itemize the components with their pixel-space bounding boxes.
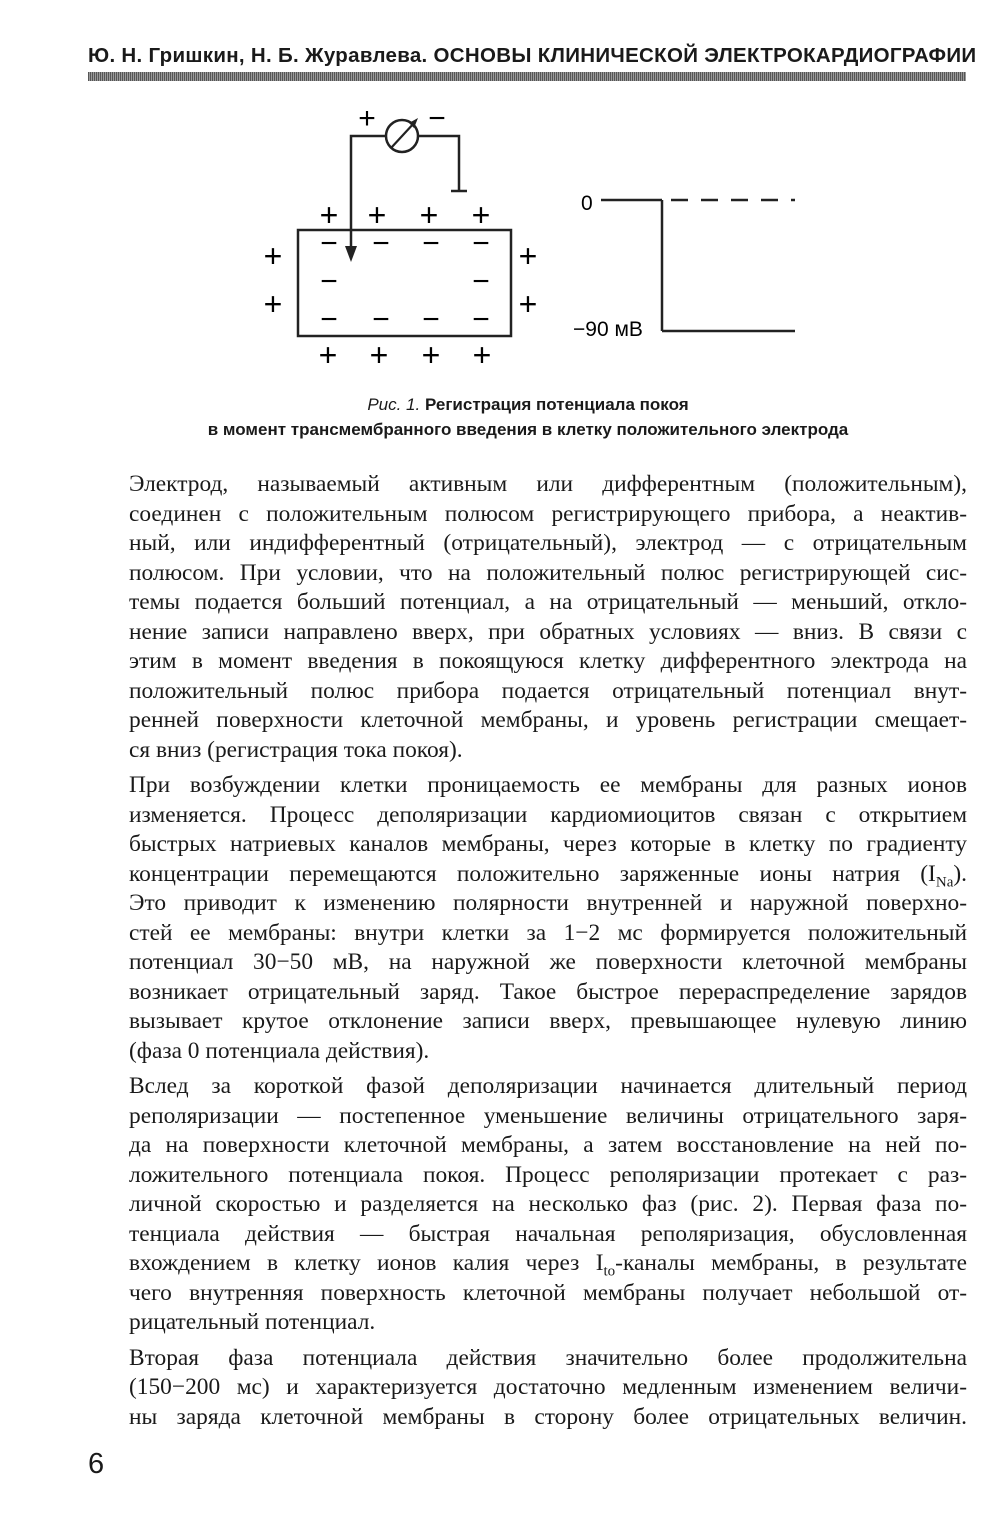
- page-number: 6: [88, 1448, 105, 1480]
- text-line: этим в момент введения в покоящуюся клетку дифферентного электрода на: [129, 648, 967, 674]
- text-line: ся вниз (регистрация тока покоя).: [129, 736, 463, 763]
- inner-minus-right: −: [472, 265, 490, 298]
- caption-line-1: [88, 392, 968, 417]
- caption-title-1: Регистрация потенциала покоя: [424, 395, 689, 414]
- text-line: Вторая фаза потенциала действия значительно более продолжительна: [129, 1344, 967, 1371]
- outer-plus-bottom-1: +: [318, 337, 338, 373]
- header-rule: [88, 72, 966, 81]
- inner-minus-bottom-4: −: [472, 303, 490, 336]
- inner-minus-bottom-2: −: [372, 303, 390, 336]
- text-line: вызывает крутое отклонение записи вверх, превышающее нулевую линию: [129, 1008, 967, 1034]
- ito-subscript: to: [603, 1263, 616, 1280]
- ina-text-after: ).: [953, 860, 967, 887]
- ito-text-after: -каналы мембраны, в результате: [615, 1250, 967, 1276]
- caption-label: Рис. 1.: [367, 395, 421, 414]
- text-line: ны заряда клеточной мембраны в сторону более отрицательных величин.: [129, 1403, 967, 1430]
- text-line: чего внутренняя поверхность клеточной мембраны получает небольшой от-: [129, 1279, 967, 1306]
- text-line: стей ее мембраны: внутри клетки за 1−2 мс формируется положительный: [129, 919, 967, 946]
- zero-level-label: 0: [581, 192, 593, 215]
- text-line: личной скоростью и разделяется на несколько фаз (рис. 2). Первая фаза по-: [129, 1191, 967, 1217]
- running-head: Ю. Н. Гришкин, Н. Б. Журавлева. ОСНОВЫ КЛИНИЧЕСКОЙ ЭЛЕКТРОКАРДИОГРАФИИ: [88, 44, 977, 67]
- text-line: рицательный потенциал.: [129, 1309, 376, 1335]
- caption-title-2: в момент трансмембранного введения в клетку положительного электрода: [207, 420, 849, 439]
- text-line: нение записи направлено вверх, при обратных условиях — вниз. В связи с: [129, 618, 967, 645]
- text-line: тенциала действия — быстрая начальная реполяризация, обусловленная: [129, 1220, 967, 1247]
- meter-plus-sign: +: [358, 102, 376, 135]
- figure-svg: [255, 96, 815, 386]
- meter-minus-sign: −: [428, 102, 446, 135]
- meter-needle: [391, 122, 415, 148]
- text-line: (фаза 0 потенциала действия).: [129, 1037, 430, 1064]
- inner-minus-bottom-3: −: [422, 303, 440, 336]
- inner-minus-top-3: −: [422, 227, 440, 260]
- body-text: [89, 470, 967, 1438]
- outer-plus-right-1: +: [518, 238, 538, 274]
- outer-plus-top-3: +: [419, 197, 439, 233]
- text-line: При возбуждении клетки проницаемость ее мембраны для разных ионов: [129, 772, 967, 798]
- text-line: да на поверхности клеточной мембраны, а затем восстановление на ней по-: [129, 1132, 967, 1158]
- text-line: потенциал 30−50 мВ, на наружной же поверхности клеточной мембраны: [129, 949, 967, 975]
- ina-text-before: концентрации перемещаются положительно заряженные ионы натрия (I: [129, 860, 936, 887]
- inner-minus-top-4: −: [472, 227, 490, 260]
- text-line: возникает отрицательный заряд. Такое быстрое перераспределение зарядов: [129, 978, 967, 1005]
- figure-caption: [88, 392, 968, 442]
- outer-plus-bottom-2: +: [369, 337, 389, 373]
- inner-minus-top-2: −: [372, 227, 390, 260]
- text-line: соединен с положительным полюсом регистрирующего прибора, а неактив-: [129, 500, 967, 527]
- text-line: темы подается больший потенциал, а на отрицательный — меньший, откло-: [129, 589, 967, 615]
- text-line: Это приводит к изменению полярности внутренней и наружной поверхно-: [129, 890, 967, 916]
- outer-plus-right-2: +: [518, 286, 538, 322]
- text-line: (150−200 мс) и характеризуется достаточно медленным изменением величи-: [129, 1374, 967, 1400]
- text-line: ренней поверхности клеточной мембраны, и уровень регистрации смещает-: [129, 707, 967, 733]
- text-line: ный, или индифферентный (отрицательный), электрод — с отрицательным: [129, 530, 967, 556]
- outer-plus-bottom-3: +: [421, 337, 441, 373]
- outer-plus-top-2: +: [367, 197, 387, 233]
- text-line: Вслед за короткой фазой деполяризации начинается длительный период: [129, 1073, 967, 1099]
- text-line-with-subscript: [89, 860, 967, 890]
- outer-plus-top-4: +: [471, 197, 491, 233]
- inner-minus-top-1: −: [320, 227, 338, 260]
- text-line: ложительного потенциала покоя. Процесс реполяризации протекает с раз-: [129, 1161, 967, 1188]
- paragraph-4: [89, 1344, 967, 1433]
- resting-potential-label: −90 мВ: [573, 318, 643, 341]
- text-line: реполяризации — постепенное уменьшение величины отрицательного заря-: [129, 1102, 967, 1129]
- text-line: полюсом. При условии, что на положительный полюс регистрирующей сис-: [129, 559, 967, 586]
- text-line: быстрых натриевых каналов мембраны, через которые в клетку по градиенту: [129, 831, 967, 857]
- text-line: изменяется. Процесс деполяризации кардиомиоцитов связан с открытием: [129, 801, 967, 828]
- ina-subscript: Na: [935, 874, 954, 891]
- outer-plus-top-1: +: [319, 197, 339, 233]
- inner-minus-left: −: [320, 265, 338, 298]
- text-line-with-subscript: [89, 1249, 967, 1279]
- paragraph-1: [89, 470, 967, 765]
- ito-text-before: вхождением в клетку ионов калия через I: [129, 1250, 604, 1276]
- outer-plus-bottom-4: +: [472, 337, 492, 373]
- figure-membrane-diagram: [255, 96, 815, 386]
- paragraph-3: [89, 1072, 967, 1338]
- text-line: положительный полюс прибора подается отрицательный потенциал внут-: [129, 677, 967, 704]
- paragraph-2: [89, 771, 967, 1066]
- outer-plus-left-1: +: [263, 238, 283, 274]
- negative-lead-wire: [418, 136, 459, 191]
- inner-minus-bottom-1: −: [320, 303, 338, 336]
- text-line: Электрод, называемый активным или дифферентным (положительным),: [129, 471, 967, 497]
- electrode-tip-arrow: [345, 246, 357, 262]
- outer-plus-left-2: +: [263, 286, 283, 322]
